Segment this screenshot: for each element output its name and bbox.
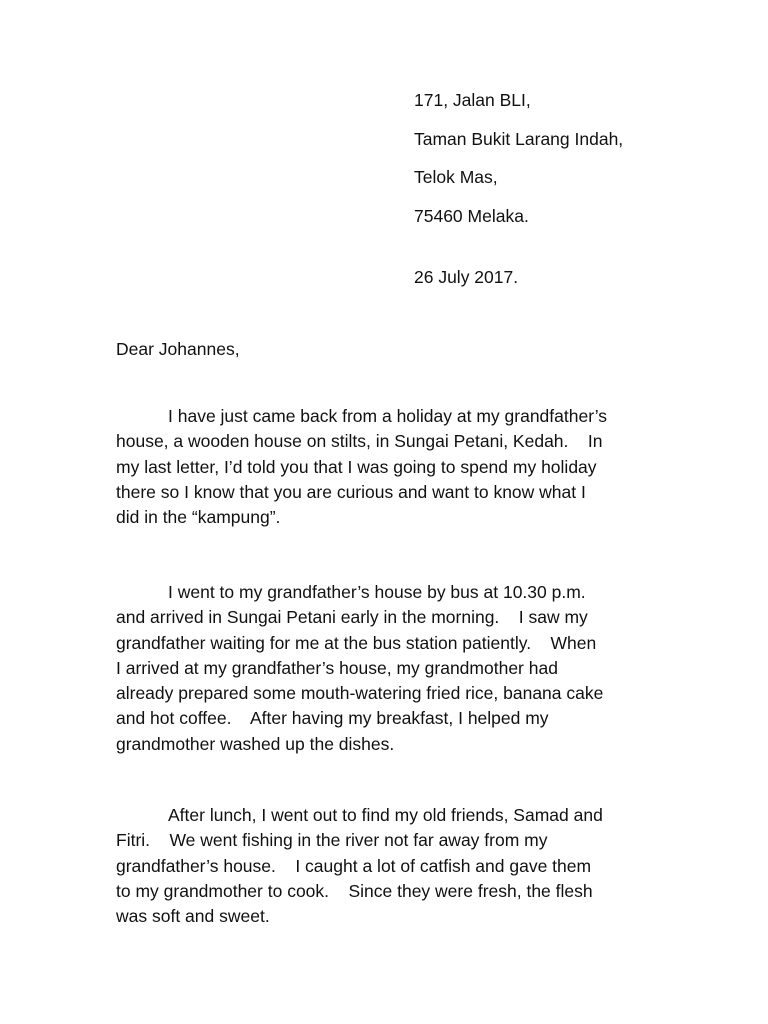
body-paragraph [116, 580, 676, 757]
paragraph-line: grandfather waiting for me at the bus station patiently. When [116, 632, 597, 653]
body-paragraph [116, 803, 676, 929]
paragraph-line: grandmother washed up the dishes. [116, 733, 395, 754]
paragraph-line: I went to my grandfather’s house by bus at 10.30 p.m. [168, 582, 586, 602]
paragraph-line: I have just came back from a holiday at my grandfather’s [168, 406, 608, 426]
paragraph-line: Fitri. We went fishing in the river not far away from my [116, 830, 548, 851]
paragraph-line: house, a wooden house on stilts, in Sungai Petani, Kedah. In [116, 431, 603, 452]
paragraph-line: did in the “kampung”. [116, 507, 281, 528]
paragraph-line: already prepared some mouth-watering fried rice, banana cake [116, 683, 604, 704]
paragraph-line: I arrived at my grandfather’s house, my grandmother had [116, 657, 558, 678]
address-line: 171, Jalan BLI, [414, 90, 531, 110]
address-line: Telok Mas, [414, 167, 498, 187]
sender-address [414, 88, 744, 242]
salutation: Dear Johannes, [116, 339, 240, 359]
paragraph-line: and hot coffee. After having my breakfast, I helped my [116, 708, 549, 729]
paragraph-line: and arrived in Sungai Petani early in the morning. I saw my [116, 607, 588, 628]
paragraph-line: After lunch, I went out to find my old friends, Samad and [168, 805, 603, 825]
paragraph-line: there so I know that you are curious and want to know what I [116, 481, 586, 502]
letter-date: 26 July 2017. [414, 267, 519, 287]
paragraph-line: was soft and sweet. [116, 906, 270, 927]
paragraph-line: to my grandmother to cook. Since they were fresh, the flesh [116, 880, 593, 901]
paragraph-line: grandfather’s house. I caught a lot of catfish and gave them [116, 855, 592, 876]
address-line: 75460 Melaka. [414, 205, 529, 226]
address-line: Taman Bukit Larang Indah, [414, 128, 624, 149]
paragraph-line: my last letter, I’d told you that I was going to spend my holiday [116, 456, 597, 477]
body-paragraph [116, 404, 676, 530]
